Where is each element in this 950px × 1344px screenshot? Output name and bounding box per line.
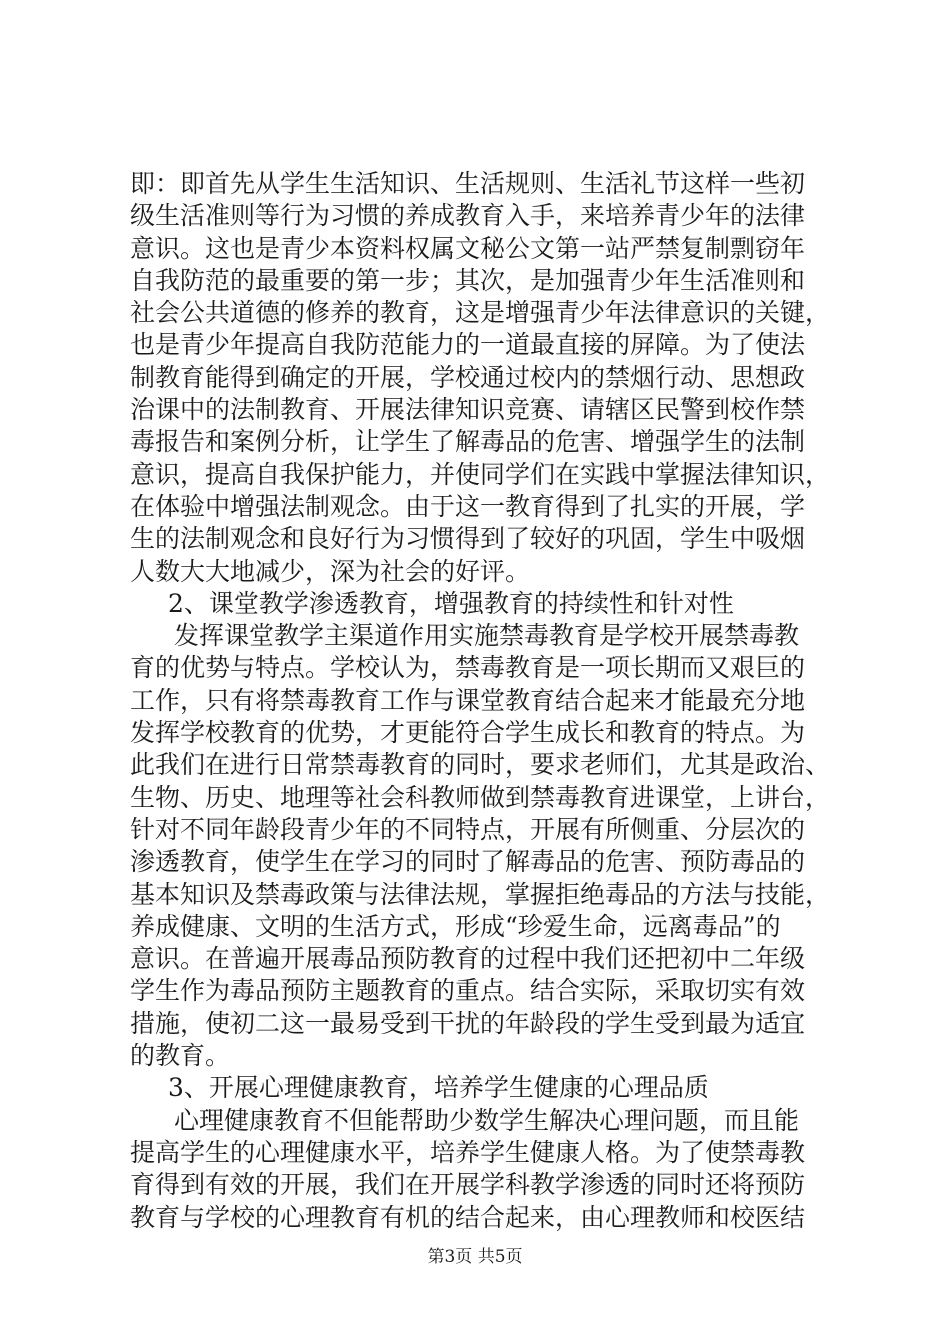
text-line: 也是青少年提高自我防范能力的一道最直接的屏障。为了使法 xyxy=(130,330,806,360)
text-line: 提高学生的心理健康水平，培养学生健康人格。为了使禁毒教 xyxy=(130,1137,806,1167)
document-body xyxy=(130,168,830,1234)
text-line: 育得到有效的开展，我们在开展学科教学渗透的同时还将预防 xyxy=(130,1170,806,1200)
text-line: 意识。这也是青少本资料权属文秘公文第一站严禁复制剽窃年 xyxy=(130,233,806,263)
text-line: 级生活准则等行为习惯的养成教育入手，来培养青少年的法律 xyxy=(130,201,806,231)
text-line: 生物、历史、地理等社会科教师做到禁毒教育进课堂，上讲台， xyxy=(130,782,830,812)
text-line: 心理健康教育不但能帮助少数学生解决心理问题，而且能 xyxy=(174,1105,800,1135)
text-line: 教育与学校的心理教育有机的结合起来，由心理教师和校医结 xyxy=(130,1202,806,1232)
text-line: 渗透教育，使学生在学习的同时了解毒品的危害、预防毒品的 xyxy=(130,847,806,877)
text-line: 针对不同年龄段青少年的不同特点，开展有所侧重、分层次的 xyxy=(130,814,806,844)
text-line: 此我们在进行日常禁毒教育的同时，要求老师们，尤其是政治、 xyxy=(130,750,830,780)
section-heading: 3、开展心理健康教育，培养学生健康的心理品质 xyxy=(168,1073,709,1103)
text-line: 社会公共道德的修养的教育，这是增强青少年法律意识的关键， xyxy=(130,298,830,328)
text-line: 发挥学校教育的优势，才更能符合学生成长和教育的特点。为 xyxy=(130,718,806,748)
text-line: 自我防范的最重要的第一步；其次，是加强青少年生活准则和 xyxy=(130,265,806,295)
text-line: 养成健康、文明的生活方式，形成“珍爱生命，远离毒品”的 xyxy=(130,911,781,941)
text-line: 基本知识及禁毒政策与法律法规，掌握拒绝毒品的方法与技能， xyxy=(130,879,830,909)
text-line: 人数大大地减少，深为社会的好评。 xyxy=(130,556,531,586)
text-line: 生的法制观念和良好行为习惯得到了较好的巩固，学生中吸烟 xyxy=(130,524,806,554)
text-line: 在体验中增强法制观念。由于这一教育得到了扎实的开展，学 xyxy=(130,491,806,521)
text-line: 措施，使初二这一最易受到干扰的年龄段的学生受到最为适宜 xyxy=(130,1008,806,1038)
text-line: 工作，只有将禁毒教育工作与课堂教育结合起来才能最充分地 xyxy=(130,685,806,715)
text-line: 毒报告和案例分析，让学生了解毒品的危害、增强学生的法制 xyxy=(130,427,806,457)
text-line: 制教育能得到确定的开展，学校通过校内的禁烟行动、思想政 xyxy=(130,362,806,392)
text-line: 即：即首先从学生生活知识、生活规则、生活礼节这样一些初 xyxy=(130,169,806,198)
text-line: 学生作为毒品预防主题教育的重点。结合实际，采取切实有效 xyxy=(130,976,806,1006)
text-line: 发挥课堂教学主渠道作用实施禁毒教育是学校开展禁毒教 xyxy=(174,621,800,651)
section-heading: 2、课堂教学渗透教育，增强教育的持续性和针对性 xyxy=(168,588,734,618)
text-line: 治课中的法制教育、开展法律知识竞赛、请辖区民警到校作禁 xyxy=(130,395,806,425)
text-line: 育的优势与特点。学校认为，禁毒教育是一项长期而又艰巨的 xyxy=(130,653,806,683)
text-line: 意识，提高自我保护能力，并使同学们在实践中掌握法律知识， xyxy=(130,459,830,489)
text-line: 意识。在普遍开展毒品预防教育的过程中我们还把初中二年级 xyxy=(130,944,806,974)
page-footer: 第3页 共5页 xyxy=(427,1247,523,1267)
text-line: 的教育。 xyxy=(130,1041,231,1071)
